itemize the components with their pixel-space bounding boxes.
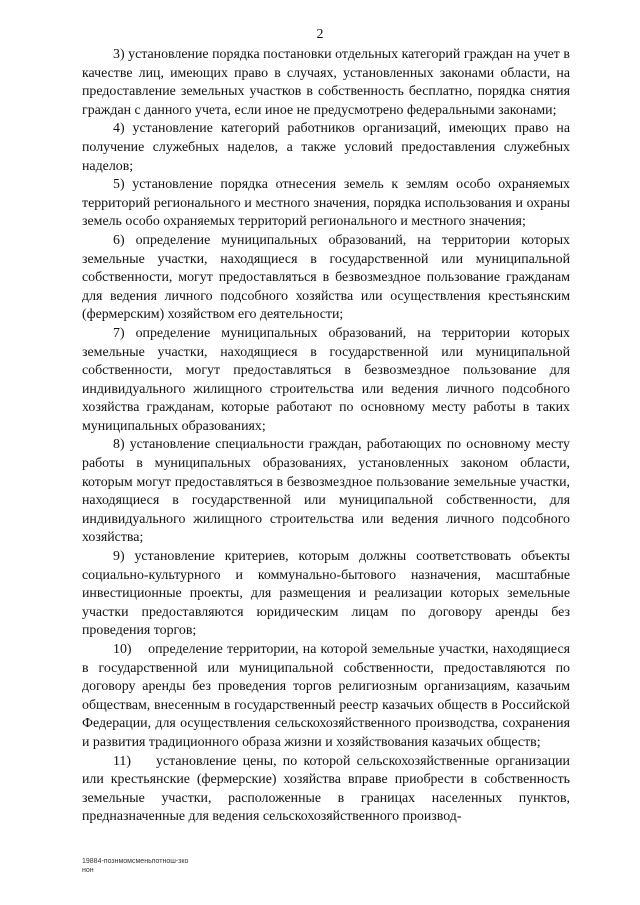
paragraph-item-6: 6) определение муниципальных образований, на территории которых земельные участки, находящиеся в государственной или муниципальной собственности, могут предоставляться в безвозмездное пользование гражданам для ведения личного подсобного хозяйства или осуществления крестьянским (фермерским) хозяйством его деятельности; (82, 232, 570, 323)
paragraph-item-8: 8) установление специальности граждан, работающих по основному месту работы в муниципальных образованиях, установленных законом области, которым могут предоставляться в безвозмездное пользование земельные участки, находящиеся в государственной или муниципальной собственности, для индивидуального жилищного строительства или ведения личного подсобного хозяйства; (82, 437, 570, 546)
footer-file-ref-continued: нон (82, 867, 94, 874)
paragraph-item-10: 10) определение территории, на которой земельные участки, находящиеся в государственной или муниципальной собственности, предоставляются по договору аренды без проведения торгов религиозным организациям, казачьим обществам, внесенным в государственный реестр казачьих обществ в Российской Федерации, для осуществления сельскохозяйственного производства, сохранения и развития традиционного образа жизни и хозяйствования казачьих обществ; (82, 642, 574, 750)
paragraph-item-4: 4) установление категорий работников организаций, имеющих право на получение служебных наделов, а также условий предоставления служебных наделов; (82, 121, 570, 174)
paragraph-item-9: 9) установление критериев, которым должны соответствовать объекты социально-культурного и коммунально-бытового назначения, масштабные инвестиционные проекты, для размещения и реализации которых земельные участки предоставляются юридическим лицам по договору аренды без проведения торгов; (82, 549, 570, 639)
document-body (82, 46, 574, 827)
paragraph-item-3: 3) установление порядка постановки отдельных категорий граждан на учет в качестве лиц, имеющих право в случаях, установленных законами области, на предоставление земельных участков в собственность бесплатно, порядка снятия граждан с данного учета, если иное не предусмотрено федеральными законами; (82, 47, 570, 118)
paragraph-item-11: 11) установление цены, по которой сельскохозяйственные организации или крестьянские (фермерские) хозяйства вправе приобрести в собственность земельные участки, расположенные в границах населенных пунктов, предназначенные для ведения сельскохозяйственного производ- (82, 753, 574, 825)
paragraph-item-7: 7) определение муниципальных образований, на территории которых земельные участки, находящиеся в государственной или муниципальной собственности, могут предоставляться в безвозмездное пользование для индивидуального жилищного строительства или ведения личного подсобного хозяйства гражданам, которые работают по основному месту работы в таких муниципальных образованиях; (82, 325, 570, 434)
footer-file-ref: 19884-познмомсменьпотнош-зко (82, 858, 189, 865)
paragraph-item-5: 5) установление порядка отнесения земель к землям особо охраняемых территорий регионального и местного значения, порядка использования и охраны земель особо охраняемых территорий регионального и местного значения; (82, 177, 570, 230)
page-number: 2 (316, 27, 324, 42)
document-footer (82, 857, 188, 875)
